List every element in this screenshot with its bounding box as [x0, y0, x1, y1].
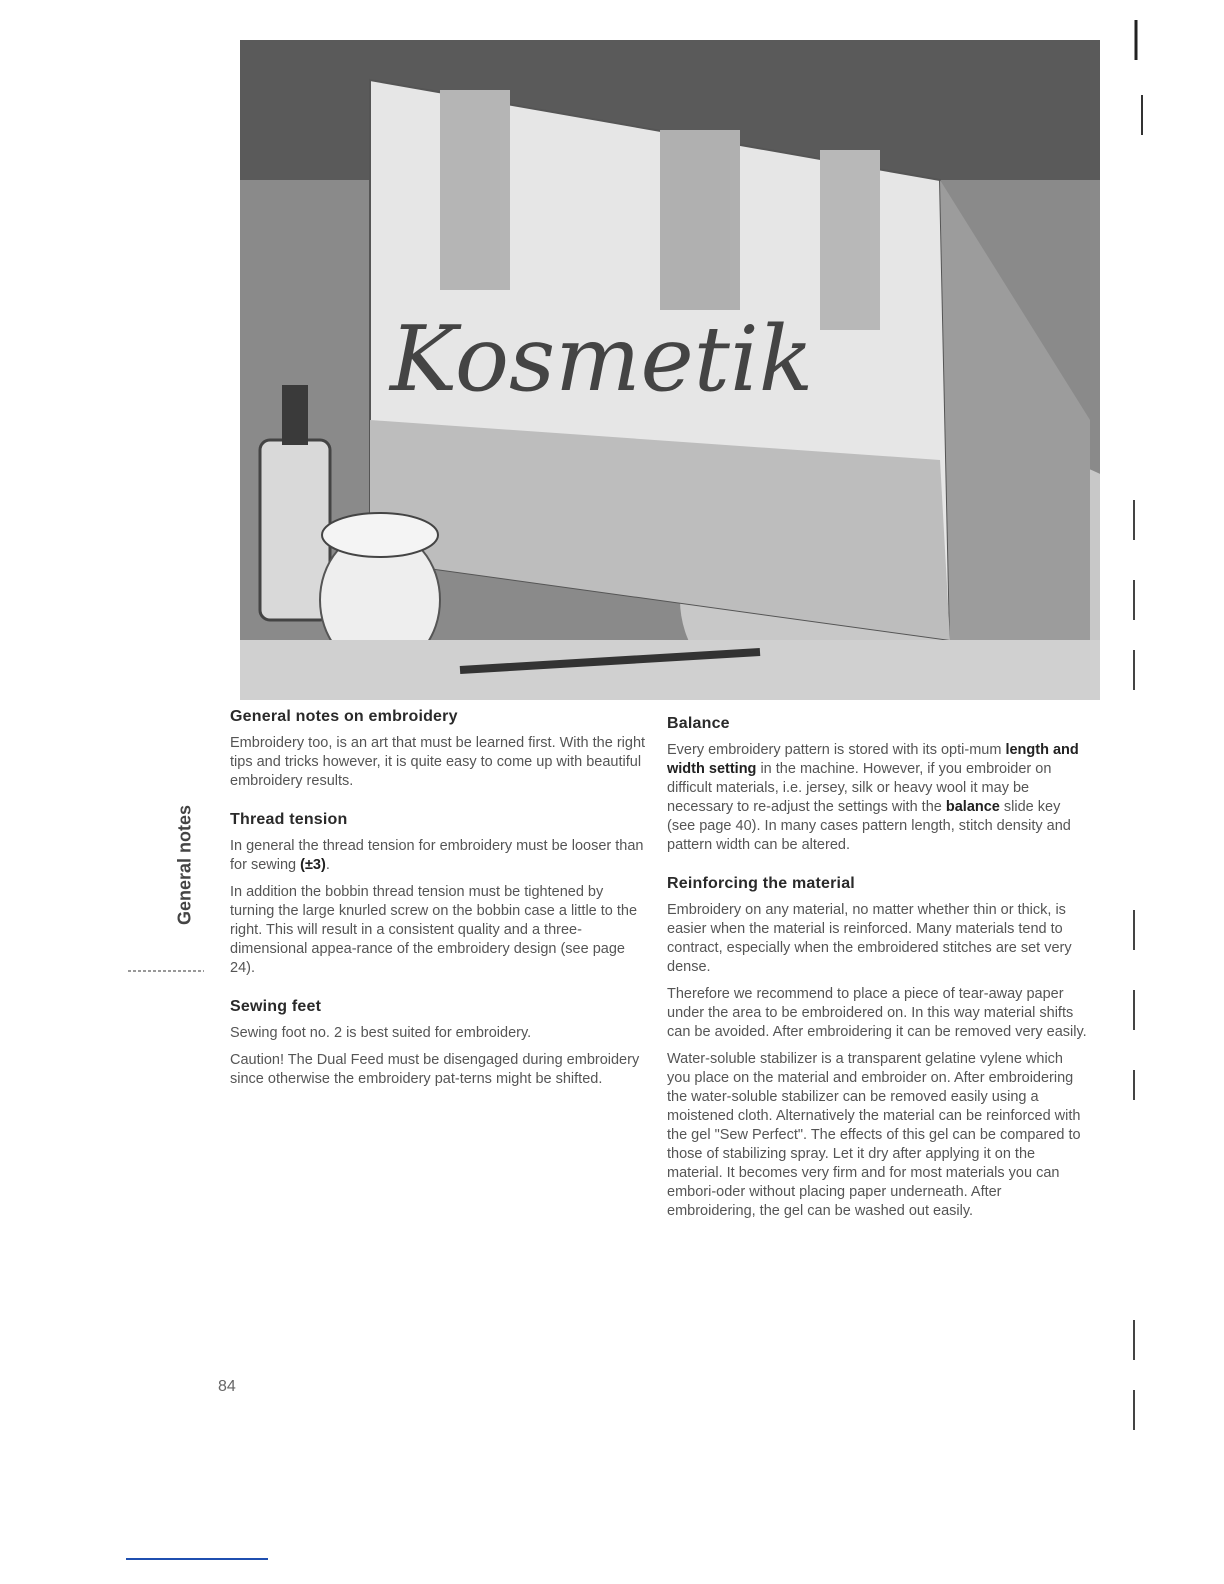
margin-binding-marks	[1104, 20, 1164, 1440]
sewing-feet-paragraph-1: Sewing foot no. 2 is best suited for embroidery.	[230, 1025, 532, 1041]
section-tab-label: General notes	[174, 804, 195, 926]
decorative-divider	[128, 970, 204, 972]
general-notes-text: Embroidery too, is an art that must be learned first. With the right tips and tricks however, it is quite easy to come up with beautiful embroidery results.	[230, 735, 646, 789]
reinforcing-paragraph-2: Therefore we recommend to place a piece of tear-away paper under the area to be embroidered on. In this way material shifts can be avoided. After embroidering it can be removed very easily.	[667, 986, 1087, 1040]
tension-value: (±3)	[300, 857, 326, 873]
left-column	[230, 708, 650, 1109]
page-number: 84	[218, 1378, 236, 1395]
thread-tension-paragraph-1	[230, 837, 650, 875]
reinforcing-paragraph-1: Embroidery on any material, no matter whether thin or thick, is easier when the material is reinforced. Many materials tend to contract, especially when the embroidered stitches are set very dense.	[667, 902, 1072, 975]
sewing-feet-paragraph-2: Caution! The Dual Feed must be disengaged during embroidery since otherwise the embroidery pat-terns might be shifted.	[230, 1052, 640, 1087]
thread-tension-text: In general the thread tension for embroidery must be looser than for sewing	[230, 838, 644, 873]
general-notes-heading: General notes on embroidery	[230, 708, 458, 725]
sewing-feet-section	[230, 998, 650, 1089]
thread-tension-section	[230, 811, 650, 978]
general-notes-section	[230, 708, 650, 791]
reinforcing-section	[667, 875, 1087, 1221]
section-tab	[170, 790, 200, 940]
cosmetic-bag-photo	[240, 40, 1100, 700]
balance-section	[667, 715, 1087, 855]
embroidered-lettering: Kosmetik	[390, 307, 814, 412]
thread-tension-end: .	[325, 857, 330, 873]
balance-text-3: slide key (see page 40). In many cases pattern length, stitch density and pattern width can be altered.	[667, 799, 1071, 853]
photo-illustration	[240, 40, 1100, 700]
bottom-rule	[126, 1558, 268, 1560]
reinforcing-heading: Reinforcing the material	[667, 875, 855, 892]
balance-bold-2: balance	[945, 799, 1000, 815]
balance-paragraph	[667, 741, 1087, 855]
balance-text-2: in the machine. However, if you embroider on difficult materials, i.e. jersey, silk or heavy wool it may be necessary to re-adjust the settings with the	[667, 761, 1052, 815]
balance-bold-1: length and width setting	[667, 742, 1079, 777]
right-column	[667, 715, 1087, 1241]
reinforcing-paragraph-3: Water-soluble stabilizer is a transparent gelatine vylene which you place on the material and embroider on. After embroidering the water-soluble stabilizer can be removed easily using a moistened cloth. Alternatively the material can be reinforced with the gel "Sew Perfect". The effects of this gel can be compared to those of stabilizing spray. Let it dry after applying it on the material. It becomes very firm and for most materials you can embori-oder without placing paper underneath. After embroidering, the gel can be washed out easily.	[667, 1051, 1081, 1219]
balance-heading: Balance	[667, 715, 730, 732]
balance-text-1: Every embroidery pattern is stored with its opti-mum	[667, 742, 1006, 758]
sewing-feet-heading: Sewing feet	[230, 998, 322, 1015]
thread-tension-paragraph-2: In addition the bobbin thread tension must be tightened by turning the large knurled screw on the bobbin case a little to the right. This will result in a consistent quality and a three-dimensional appea-rance of the embroidery design (see page 24).	[230, 884, 638, 976]
thread-tension-heading: Thread tension	[230, 811, 348, 828]
